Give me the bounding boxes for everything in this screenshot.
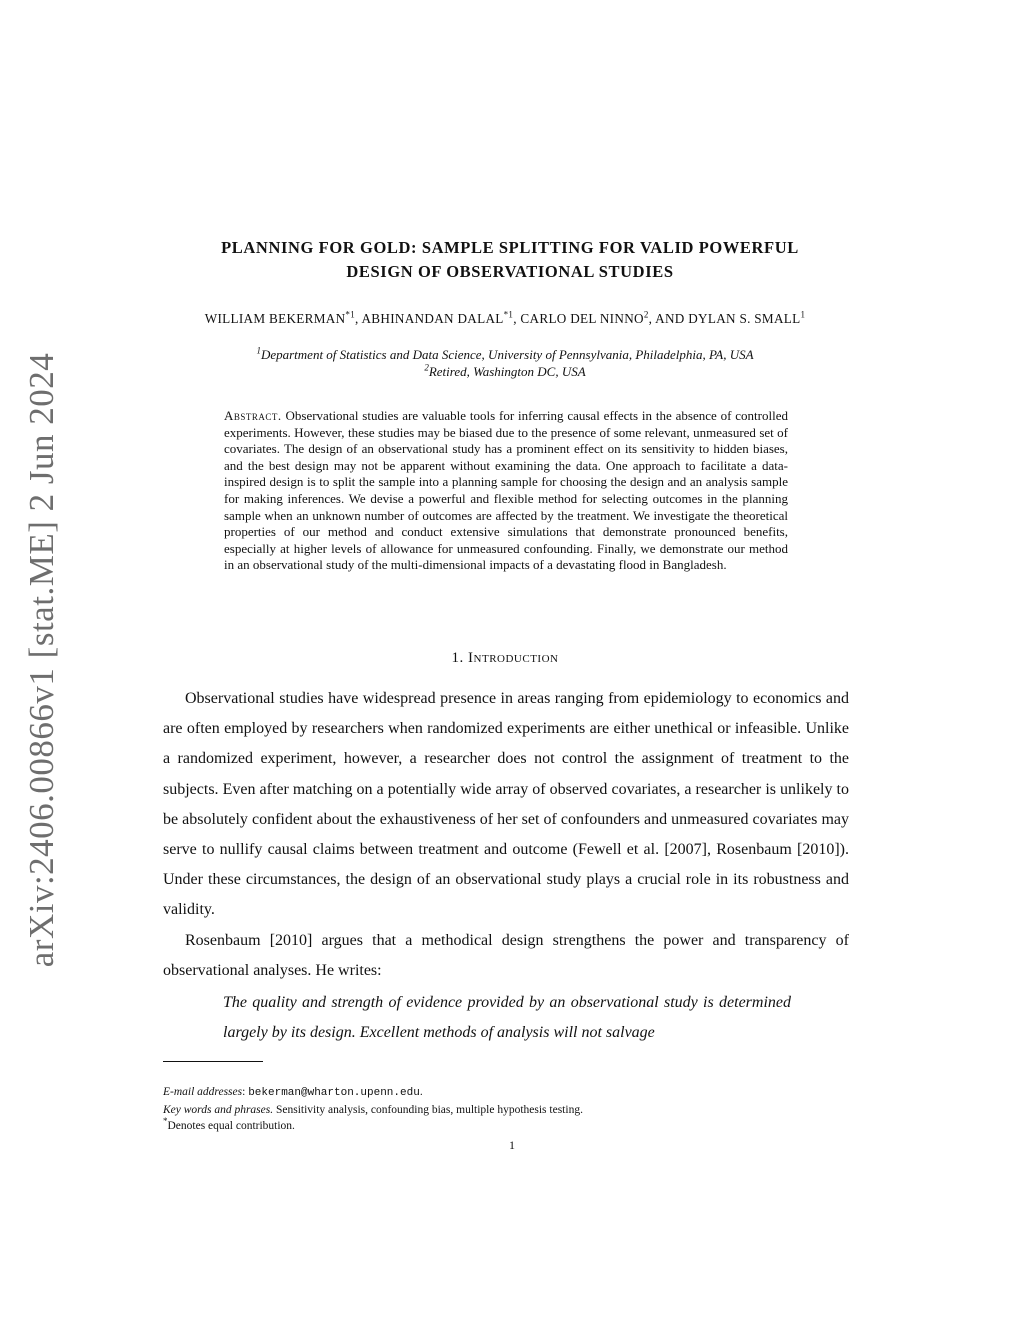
author-2-mark: *1	[503, 309, 514, 320]
affiliation-1	[100, 346, 910, 363]
paper-title	[140, 236, 880, 284]
arxiv-identifier: arXiv:2406.00866v1 [stat.ME] 2 Jun 2024	[22, 352, 61, 968]
footnotes	[163, 1084, 849, 1135]
email-address[interactable]: bekerman@wharton.upenn.edu	[248, 1087, 420, 1099]
keywords-label: Key words and phrases.	[163, 1103, 274, 1116]
abstract-label: Abstract.	[224, 408, 282, 423]
footnote-keywords	[163, 1102, 849, 1119]
body-text	[163, 684, 849, 986]
section-title: Introduction	[468, 650, 559, 666]
section-heading	[160, 650, 850, 667]
footnote-rule	[163, 1061, 263, 1062]
author-1: WILLIAM BEKERMAN	[204, 311, 346, 326]
author-list	[100, 311, 910, 327]
affiliations	[100, 346, 910, 380]
affiliation-1-text: Department of Statistics and Data Science, University of Pennsylvania, Philadelphia, PA, USA	[260, 347, 754, 362]
section-number: 1.	[451, 650, 464, 666]
author-3-mark: 2	[643, 309, 649, 320]
affiliation-2-mark: 2	[424, 362, 429, 373]
equal-contribution-text: Denotes equal contribution.	[167, 1120, 295, 1132]
keywords-text: Sensitivity analysis, confounding bias, multiple hypothesis testing.	[273, 1103, 583, 1116]
abstract-text: Observational studies are valuable tools for inferring causal effects in the absence of controlled experiments. However, these studies may be biased due to the presence of some relevant, unmeasured set of covariates. The design of an observational study has a prominent effect on its sensitivity to hidden biases, and the best design may not be apparent without examining the data. One approach to facilitate a data-inspired design is to split the sample into a planning sample for choosing the design and an analysis sample for making inferences. We devise a powerful and flexible method for selecting outcomes in the planning sample when an unknown number of outcomes are affected by the treatment. We investigate the theoretical properties of our method and conduct extensive simulations that demonstrate pronounced benefits, especially at higher levels of allowance for unmeasured confounding. Finally, we demonstrate our method in an observational study of the multi-dimensional impacts of a devastating flood in Bangladesh.	[224, 408, 788, 573]
abstract	[224, 408, 788, 574]
equal-contribution-mark: *	[163, 1116, 168, 1127]
email-end: .	[419, 1086, 423, 1098]
affiliation-2-text: Retired, Washington DC, USA	[428, 364, 586, 379]
email-separator: :	[242, 1086, 249, 1098]
paragraph-1: Observational studies have widespread presence in areas ranging from epidemiology to economics and are often employed by researchers when randomized experiments are either unethical or infeasible. Unlike a randomized experiment, however, a researcher does not control the assignment of treatment to the subjects. Even after matching on a potentially wide array of observed covariates, a researcher is unlikely to be absolutely confident about the exhaustiveness of her set of confounders and unmeasured covariates may serve to nullify causal claims between treatment and outcome (Fewell et al. [2007], Rosenbaum [2010]). Under these circumstances, the design of an observational study plays a crucial role in its robustness and validity.	[163, 690, 849, 919]
page-number: 1	[509, 1138, 515, 1152]
author-2: , ABHINANDAN DALAL	[355, 311, 504, 326]
paragraph-2: Rosenbaum [2010] argues that a methodical design strengthens the power and transparency of observational analyses. He writes:	[163, 931, 849, 979]
author-4: , AND DYLAN S. SMALL	[648, 311, 801, 326]
author-4-mark: 1	[800, 309, 806, 320]
author-3: , CARLO DEL NINNO	[513, 311, 644, 326]
title-line-2: DESIGN OF OBSERVATIONAL STUDIES	[346, 262, 674, 281]
footnote-email	[163, 1084, 849, 1102]
author-1-mark: *1	[345, 309, 355, 320]
block-quote: The quality and strength of evidence provided by an observational study is determined largely by its design. Excellent methods of analysis will not salvage	[223, 994, 791, 1041]
footnote-equal-contribution	[163, 1118, 849, 1135]
affiliation-2	[100, 363, 910, 380]
email-label: E-mail addresses	[163, 1086, 243, 1098]
title-line-1: PLANNING FOR GOLD: SAMPLE SPLITTING FOR VALID POWERFUL	[221, 238, 799, 257]
affiliation-1-mark: 1	[256, 345, 261, 356]
